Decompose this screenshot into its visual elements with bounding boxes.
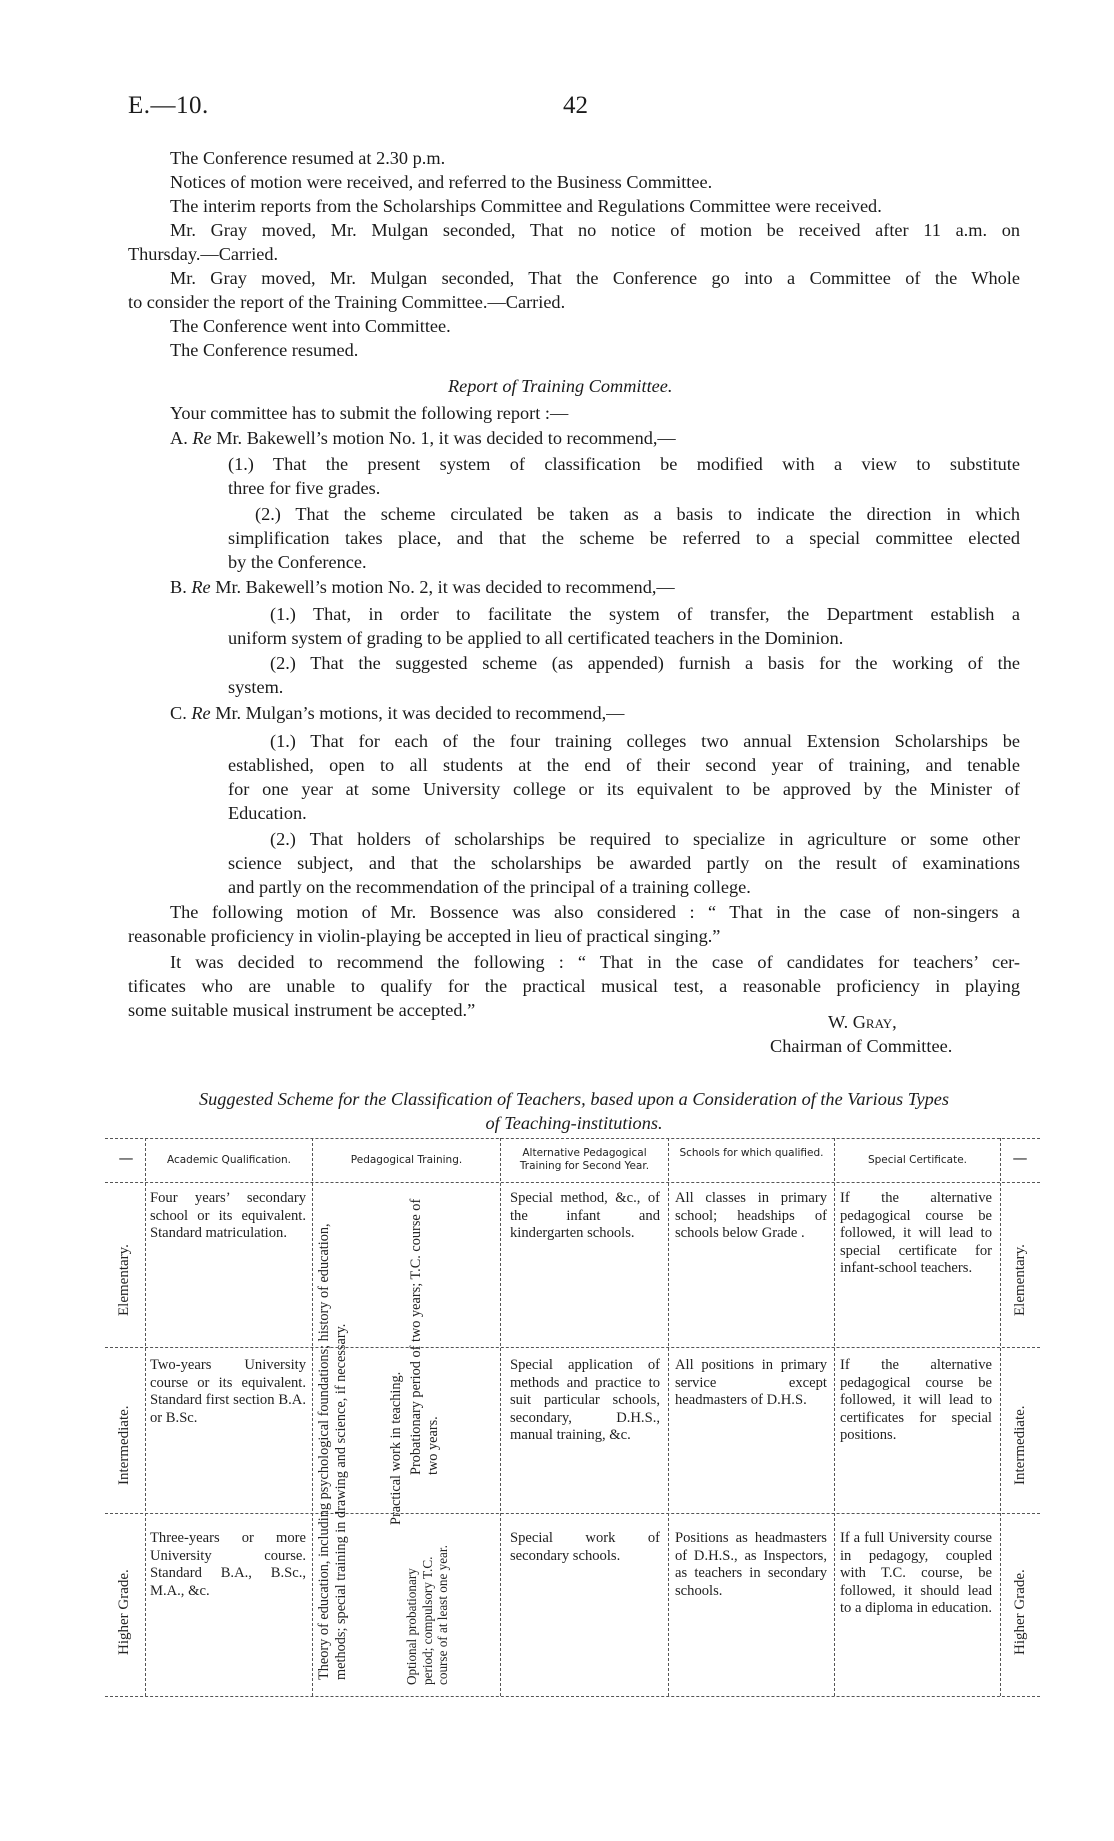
row-intermediate-academic: Two-years University course or its equivalent. Standard first section B.A. or B.Sc. bbox=[150, 1357, 306, 1426]
report-a2-line2: simplification takes place, and that the scheme be referred to a special committee elected bbox=[228, 528, 1020, 548]
table-col-divider-1 bbox=[145, 1138, 146, 1696]
header-academic: Academic Qualification. bbox=[166, 1154, 292, 1166]
row-higher-alternative: Special work of secondary schools. bbox=[510, 1530, 660, 1564]
row-elementary-alternative: Special method, &c., of the infant and kindergarten schools. bbox=[510, 1190, 660, 1241]
minutes-motion1-line1: Mr. Gray moved, Mr. Mulgan seconded, That no notice of motion be received after 11 a.m. on bbox=[170, 220, 1020, 240]
report-a1-line1: (1.) That the present system of classification be modified with a view to substitute bbox=[228, 454, 1020, 474]
grade-label-intermediate-right: Intermediate. bbox=[1012, 1405, 1028, 1485]
report-section-b-heading bbox=[170, 575, 675, 599]
row-elementary-academic: Four years’ secondary school or its equivalent. Standard matriculation. bbox=[150, 1190, 306, 1241]
signature-name: W. Gray, bbox=[828, 1012, 897, 1032]
report-intro: Your committee has to submit the following report :— bbox=[170, 403, 569, 423]
table-col-divider-5 bbox=[834, 1138, 835, 1696]
report-b1-line2: uniform system of grading to be applied to all certificated teachers in the Dominion. bbox=[228, 628, 844, 648]
report-a1-line2: three for five grades. bbox=[228, 478, 381, 498]
minutes-notices: Notices of motion were received, and referred to the Business Committee. bbox=[170, 172, 713, 192]
minutes-resumed: The Conference resumed at 2.30 p.m. bbox=[170, 148, 446, 168]
header-blank-left: — bbox=[118, 1149, 134, 1167]
report-c1-line2: established, open to all students at the end of their second year of training, and tenable bbox=[228, 755, 1020, 775]
table-top-rule bbox=[105, 1138, 1040, 1139]
section-b-text: Mr. Bakewell’s motion No. 2, it was decided to recommend,— bbox=[215, 577, 675, 597]
report-decided-line2: tificates who are unable to qualify for the practical musical test, a reasonable proficiency in playing bbox=[128, 976, 1020, 996]
pedagogical-practical-text: Practical work in teaching. bbox=[388, 1371, 404, 1525]
header-alternative: Alternative Pedagogical Training for Second Year. bbox=[519, 1147, 650, 1172]
row-higher-schools: Positions as headmasters of D.H.S., as Inspectors, as teachers in secondary schools. bbox=[675, 1530, 827, 1599]
section-a-re: Re bbox=[192, 428, 212, 448]
scheme-caption bbox=[128, 1087, 1020, 1135]
minutes-interim: The interim reports from the Scholarships Committee and Regulations Committee were received. bbox=[170, 196, 882, 216]
pedagogical-theory-text: Theory of education, including psychological foundations; history of education, methods; special training in drawing and science, if necessary. bbox=[316, 1223, 349, 1680]
table-row2-rule bbox=[105, 1513, 1040, 1514]
table-header-rule bbox=[105, 1182, 1040, 1183]
section-a-letter: A. bbox=[170, 428, 188, 448]
report-b2-line2: system. bbox=[228, 677, 284, 697]
report-bossence-line1: The following motion of Mr. Bossence was also considered : “ That in the case of non-singers a bbox=[170, 902, 1020, 922]
header-special: Special Certificate. bbox=[867, 1154, 968, 1166]
section-b-re: Re bbox=[191, 577, 211, 597]
section-a-text: Mr. Bakewell’s motion No. 1, it was decided to recommend,— bbox=[216, 428, 676, 448]
scheme-caption-line2: of Teaching-institutions. bbox=[485, 1113, 663, 1133]
header-pedagogical: Pedagogical Training. bbox=[350, 1154, 463, 1166]
report-section-c-heading bbox=[170, 701, 624, 725]
row-higher-academic: Three-years or more University course. Standard B.A., B.Sc., M.A., &c. bbox=[150, 1530, 306, 1599]
grade-label-higher-left: Higher Grade. bbox=[116, 1569, 132, 1655]
table-col-divider-6 bbox=[1000, 1138, 1001, 1696]
row-elementary-schools: All classes in primary school; headships of schools below Grade . bbox=[675, 1190, 827, 1241]
section-c-text: Mr. Mulgan’s motions, it was decided to recommend,— bbox=[215, 703, 625, 723]
optional-probationary-text: Optional probationary period; compulsory T.C. course of at least one year. bbox=[404, 1545, 450, 1685]
grade-label-elementary-left: Elementary. bbox=[116, 1244, 132, 1316]
table-col-divider-4 bbox=[668, 1138, 669, 1696]
minutes-motion2-line1: Mr. Gray moved, Mr. Mulgan seconded, That the Conference go into a Committee of the Whole bbox=[170, 268, 1020, 288]
signature-title: Chairman of Committee. bbox=[770, 1036, 953, 1056]
report-c1-line3: for one year at some University college or its equivalent to be approved by the Minister of bbox=[228, 779, 1020, 799]
document-reference: E.—10. bbox=[128, 92, 209, 119]
grade-label-intermediate-left: Intermediate. bbox=[116, 1405, 132, 1485]
minutes-motion2-line2: to consider the report of the Training Committee.—Carried. bbox=[128, 292, 566, 312]
table-row1-rule bbox=[105, 1347, 1040, 1348]
header-schools: Schools for which qualified. bbox=[679, 1147, 824, 1159]
report-c1-line4: Education. bbox=[228, 803, 307, 823]
row-elementary-special: If the alternative pedagogical course be followed, it will lead to special certificate for infant-school teachers. bbox=[840, 1190, 992, 1276]
report-b1-line1: (1.) That, in order to facilitate the system of transfer, the Department establish a bbox=[270, 604, 1020, 624]
header-blank-right: — bbox=[1012, 1149, 1028, 1167]
report-bossence-line2: reasonable proficiency in violin-playing be accepted in lieu of practical singing.” bbox=[128, 926, 721, 946]
section-c-re: Re bbox=[191, 703, 211, 723]
report-c2-line3: and partly on the recommendation of the principal of a training college. bbox=[228, 877, 751, 897]
report-c2-line1: (2.) That holders of scholarships be required to specialize in agriculture or some other bbox=[270, 829, 1020, 849]
report-title: Report of Training Committee. bbox=[448, 376, 673, 396]
row-intermediate-alternative: Special application of methods and practice to suit particular schools, secondary, D.H.S., manual training, &c. bbox=[510, 1357, 660, 1443]
page-number: 42 bbox=[563, 92, 588, 119]
report-c2-line2: science subject, and that the scholarships be awarded partly on the result of examinations bbox=[228, 853, 1020, 873]
report-section-a-heading bbox=[170, 426, 676, 450]
report-b2-line1: (2.) That the suggested scheme (as appended) furnish a basis for the working of the bbox=[270, 653, 1020, 673]
row-intermediate-schools: All positions in primary service except headmasters of D.H.S. bbox=[675, 1357, 827, 1408]
grade-label-elementary-right: Elementary. bbox=[1012, 1244, 1028, 1316]
grade-label-higher-right: Higher Grade. bbox=[1012, 1569, 1028, 1655]
probationary-text: Probationary period of two years; T.C. course of two years. bbox=[408, 1198, 441, 1475]
report-decided-line3: some suitable musical instrument be accepted.” bbox=[128, 1000, 476, 1020]
table-col-divider-3 bbox=[500, 1138, 501, 1696]
section-b-letter: B. bbox=[170, 577, 187, 597]
row-intermediate-special: If the alternative pedagogical course be followed, it will lead to certificates for special positions. bbox=[840, 1357, 992, 1443]
minutes-motion1-line2: Thursday.—Carried. bbox=[128, 244, 279, 264]
scheme-caption-line1: Suggested Scheme for the Classification of Teachers, based upon a Consideration of the Various Types bbox=[199, 1089, 949, 1109]
minutes-into-committee: The Conference went into Committee. bbox=[170, 316, 451, 336]
report-c1-line1: (1.) That for each of the four training colleges two annual Extension Scholarships be bbox=[270, 731, 1020, 751]
minutes-resumed-2: The Conference resumed. bbox=[170, 340, 359, 360]
section-c-letter: C. bbox=[170, 703, 187, 723]
report-a2-line1: (2.) That the scheme circulated be taken as a basis to indicate the direction in which bbox=[255, 504, 1020, 524]
table-col-divider-2 bbox=[312, 1138, 313, 1696]
table-bottom-rule bbox=[105, 1696, 1040, 1697]
report-decided-line1: It was decided to recommend the following : “ That in the case of candidates for teachers’ cer- bbox=[170, 952, 1020, 972]
report-a2-line3: by the Conference. bbox=[228, 552, 367, 572]
row-higher-special: If a full University course in pedagogy, coupled with T.C. course, be followed, it should lead to a diploma in education. bbox=[840, 1530, 992, 1616]
